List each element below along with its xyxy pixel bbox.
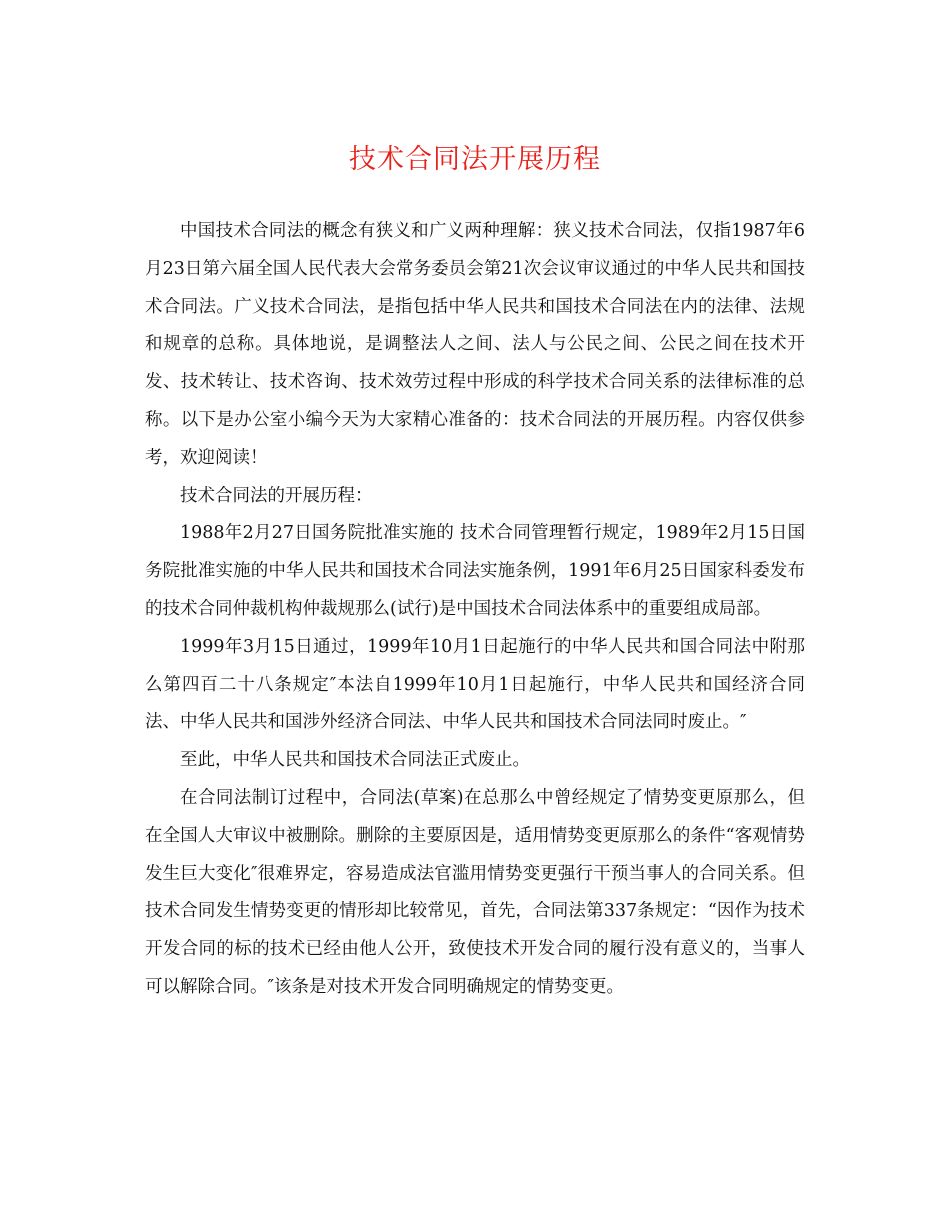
paragraph-1999-contract-law: 1999年3月15日通过，1999年10月1日起施行的中华人民共和国合同法中附那么第四百二十八条规定″本法自1999年10月1日起施行，中华人民共和国经济合同法、中华人民共和国涉外经济合同法、中华人民共和国技术合同法同时废止。″ bbox=[145, 636, 805, 733]
document-body bbox=[145, 213, 805, 1007]
paragraph-repeal: 至此，中华人民共和国技术合同法正式废止。 bbox=[180, 750, 530, 771]
document-title: 技术合同法开展历程 bbox=[349, 144, 601, 175]
paragraph-heading: 技术合同法的开展历程： bbox=[180, 485, 373, 506]
paragraph-1988-regulations: 1988年2月27日国务院批准实施的 技术合同管理暂行规定，1989年2月15日国务院批准实施的中华人民共和国技术合同法实施条例，1991年6月25日国家科委发布的技术合同仲裁机构仲裁规那么(试行)是中国技术合同法体系中的重要组成局部。 bbox=[145, 523, 805, 619]
paragraph-change-of-circumstances: 在合同法制订过程中，合同法(草案)在总那么中曾经规定了情势变更原那么，但在全国人大审议中被删除。删除的主要原因是，适用情势变更原那么的条件“客观情势发生巨大变化″很难界定，容易造成法官滥用情势变更强行干预当事人的合同关系。但技术合同发生情势变更的情形却比较常见，首先，合同法第337条规定：“因作为技术开发合同的标的技术已经由他人公开，致使技术开发合同的履行没有意义的，当事人可以解除合同。″该条是对技术开发合同明确规定的情势变更。 bbox=[145, 787, 805, 997]
paragraph-intro: 中国技术合同法的概念有狭义和广义两种理解：狭义技术合同法，仅指1987年6月23日第六届全国人民代表大会常务委员会第21次会议审议通过的中华人民共和国技术合同法。广义技术合同法，是指包括中华人民共和国技术合同法在内的法律、法规和规章的总称。具体地说，是调整法人之间、法人与公民之间、公民之间在技术开发、技术转让、技术咨询、技术效劳过程中形成的科学技术合同关系的法律标准的总称。以下是办公室小编今天为大家精心准备的：技术合同法的开展历程。内容仅供参考，欢迎阅读！ bbox=[145, 221, 805, 468]
